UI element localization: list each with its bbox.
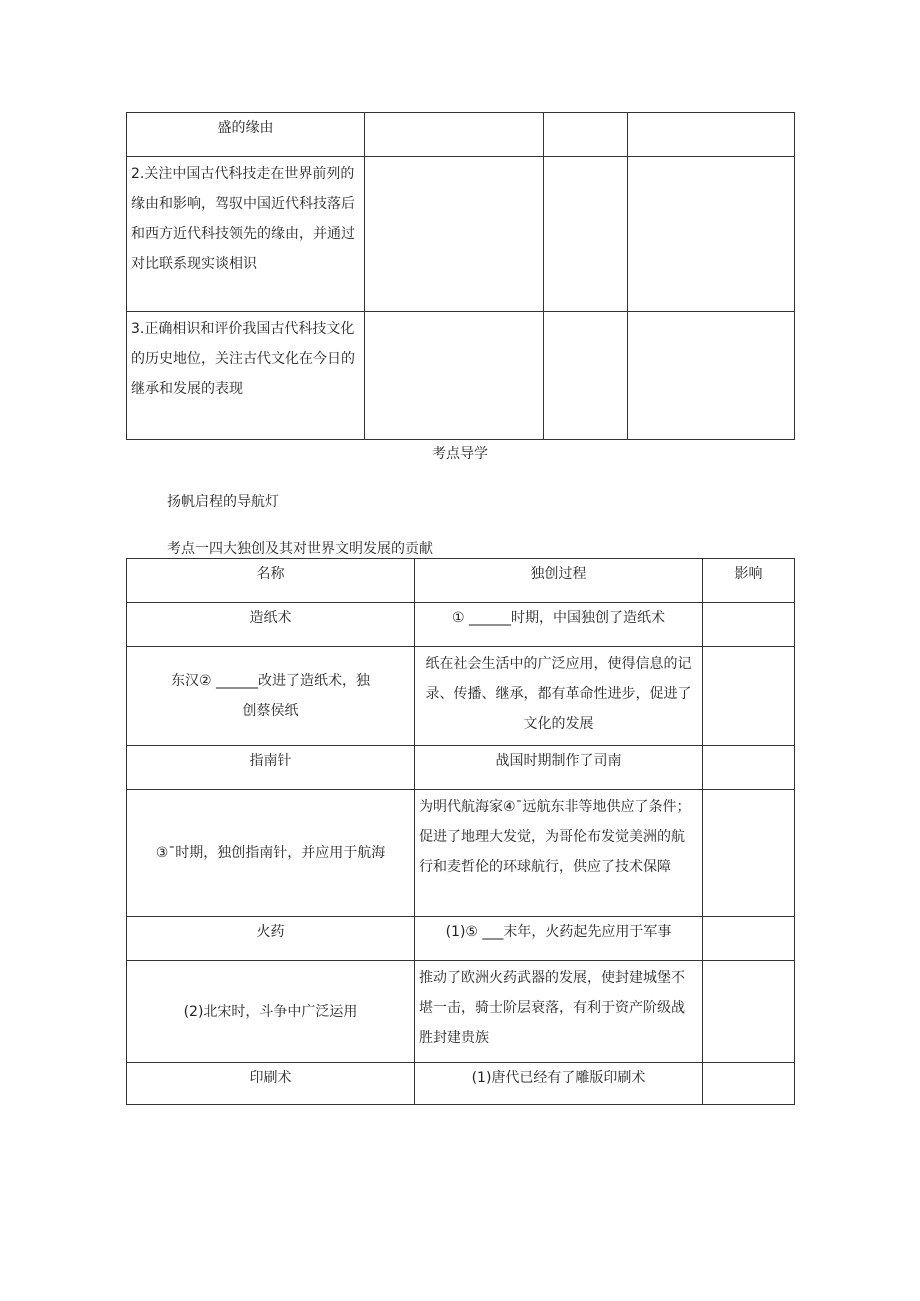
invention-process: 推动了欧洲火药武器的发展，使封建城堡不堪一击，骑士阶层衰落，有利于资产阶级战胜封建贵族 [419, 970, 685, 1046]
objective-text: 2.关注中国古代科技走在世界前列的缘由和影响，驾驭中国近代科技落后和西方近代科技领先的缘由，并通过对比联系现实谈相识 [131, 166, 355, 272]
table-header-row [127, 559, 795, 603]
header-impact: 影响 [734, 566, 763, 582]
table-row [127, 917, 795, 961]
invention-process: (1)唐代已经有了雕版印刷术 [471, 1070, 646, 1086]
table-row [127, 603, 795, 647]
table-row [127, 113, 795, 157]
invention-process: ① ______时期，中国独创了造纸术 [451, 610, 665, 626]
header-process: 独创过程 [530, 566, 587, 582]
invention-process: (1)⑤ ___末年，火药起先应用于军事 [445, 924, 672, 940]
invention-name: ③¯时期，独创指南针，并应用于航海 [155, 845, 386, 861]
invention-name: 东汉② ______改进了造纸术，独创蔡侯纸 [171, 673, 371, 719]
objective-text: 盛的缘由 [217, 120, 274, 136]
table-row [127, 1063, 795, 1105]
invention-name: (2)北宋时，斗争中广泛运用 [183, 1003, 358, 1020]
table-row [127, 312, 795, 440]
table-row [127, 647, 795, 746]
table-row [127, 961, 795, 1063]
invention-name: 火药 [256, 924, 285, 940]
objective-text: 3.正确相识和评价我国古代科技文化的历史地位，关注古代文化在今日的继承和发展的表现 [131, 321, 355, 397]
invention-process: 战国时期制作了司南 [495, 753, 622, 769]
topic-title: 考点一四大独创及其对世界文明发展的贡献 [167, 541, 433, 557]
inventions-table [126, 558, 795, 1105]
table-row [127, 157, 795, 312]
invention-name: 造纸术 [249, 610, 292, 626]
invention-process: 为明代航海家④¯远航东非等地供应了条件；促进了地理大发觉，为哥伦布发觉美洲的航行和麦哲伦的环球航行，供应了技术保障 [419, 799, 691, 875]
table-row [127, 746, 795, 790]
objectives-table [126, 112, 795, 440]
invention-process: 纸在社会生活中的广泛应用，使得信息的记录、传播、继承，都有革命性进步，促进了文化的发展 [425, 656, 692, 732]
header-name: 名称 [256, 566, 285, 582]
invention-name: 指南针 [249, 753, 292, 769]
section-title: 考点导学 [432, 446, 488, 462]
subtitle: 扬帆启程的导航灯 [167, 494, 279, 510]
table-row [127, 790, 795, 917]
invention-name: 印刷术 [249, 1070, 292, 1086]
